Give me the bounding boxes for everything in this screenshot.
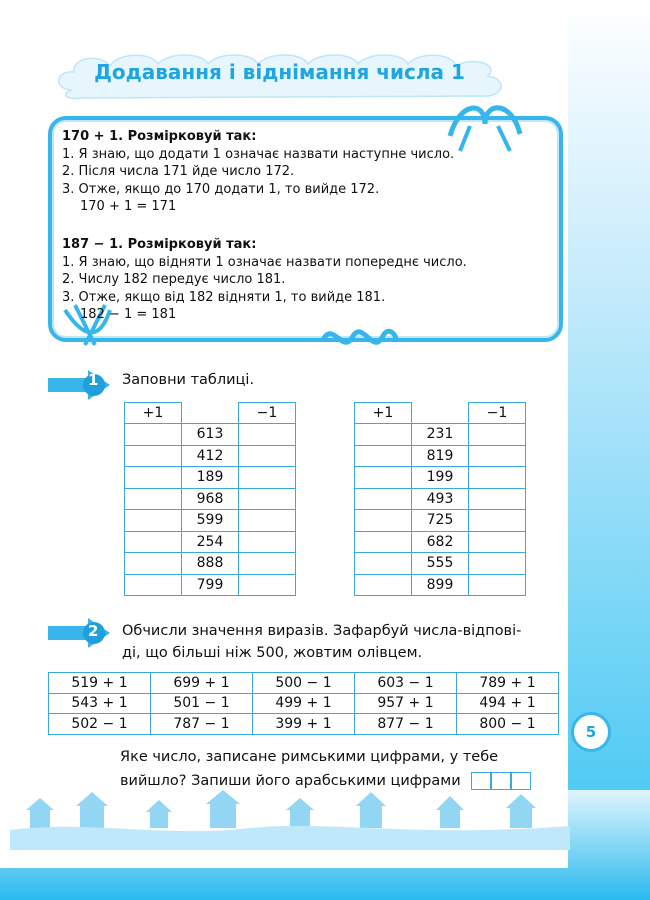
expression-cell[interactable]: 603 − 1 — [355, 673, 457, 694]
rule-heading: 187 − 1. Розмірковуй так: — [62, 237, 257, 252]
rule-line: 2. Числу 182 передує число 181. — [62, 272, 286, 287]
table-left — [124, 402, 296, 596]
expression-cell[interactable]: 501 − 1 — [151, 693, 253, 714]
answer-cell[interactable] — [125, 488, 182, 510]
plus-header: +1 — [355, 403, 412, 424]
number-cell: 799 — [182, 574, 239, 596]
number-cell: 254 — [182, 531, 239, 553]
answer-cell[interactable] — [469, 553, 526, 575]
number-cell: 725 — [412, 510, 469, 532]
expression-cell[interactable]: 787 − 1 — [151, 714, 253, 735]
expression-cell[interactable]: 494 + 1 — [457, 693, 559, 714]
answer-cell[interactable] — [239, 424, 296, 446]
answer-cell[interactable] — [239, 574, 296, 596]
expression-cell[interactable]: 789 + 1 — [457, 673, 559, 694]
plus-header: +1 — [125, 403, 182, 424]
answer-cell[interactable] — [355, 531, 412, 553]
minus-header: −1 — [239, 403, 296, 424]
answer-cell[interactable] — [469, 445, 526, 467]
expression-cell[interactable]: 800 − 1 — [457, 714, 559, 735]
rule-subtraction — [62, 236, 467, 324]
answer-cell[interactable] — [469, 510, 526, 532]
number-cell: 682 — [412, 531, 469, 553]
right-decor-band — [564, 0, 650, 900]
rule-line: 2. Після числа 171 йде число 172. — [62, 164, 295, 179]
answer-cell[interactable] — [239, 553, 296, 575]
number-cell: 613 — [182, 424, 239, 446]
expression-cell[interactable]: 500 − 1 — [253, 673, 355, 694]
number-cell: 199 — [412, 467, 469, 489]
answer-cell[interactable] — [355, 467, 412, 489]
task-text: Заповни таблиці. — [122, 372, 255, 388]
expressions-table — [48, 672, 559, 735]
number-cell: 555 — [412, 553, 469, 575]
task-number: 1 — [88, 371, 99, 389]
answer-cell[interactable] — [239, 531, 296, 553]
rule-line: 3. Отже, якщо до 170 додати 1, то вийде 172. — [62, 181, 380, 197]
question-line-text: вийшло? Запиши його арабськими цифрами — [120, 773, 461, 789]
answer-cell[interactable] — [239, 445, 296, 467]
number-cell: 493 — [412, 488, 469, 510]
rule-line: 1. Я знаю, що відняти 1 означає назвати попереднє число. — [62, 254, 467, 270]
rule-addition — [62, 128, 454, 216]
answer-cell[interactable] — [469, 574, 526, 596]
expression-cell[interactable]: 543 + 1 — [49, 693, 151, 714]
expression-cell[interactable]: 502 − 1 — [49, 714, 151, 735]
task-text — [122, 620, 572, 664]
number-cell: 231 — [412, 424, 469, 446]
rule-line: 3. Отже, якщо від 182 відняти 1, то вийде 181. — [62, 289, 386, 305]
task-text-line: ді, що більші ніж 500, жовтим олівцем. — [122, 645, 423, 661]
answer-cell[interactable] — [469, 531, 526, 553]
answer-cell[interactable] — [239, 488, 296, 510]
rule-equation: 170 + 1 = 171 — [80, 199, 177, 214]
number-cell: 968 — [182, 488, 239, 510]
expression-cell[interactable]: 399 + 1 — [253, 714, 355, 735]
expression-cell[interactable]: 519 + 1 — [49, 673, 151, 694]
number-cell: 819 — [412, 445, 469, 467]
task-number: 2 — [88, 622, 99, 640]
number-cell: 899 — [412, 574, 469, 596]
answer-cell[interactable] — [125, 531, 182, 553]
page-number: 5 — [571, 712, 611, 752]
answer-cell[interactable] — [125, 574, 182, 596]
answer-cell[interactable] — [355, 574, 412, 596]
answer-cell[interactable] — [355, 488, 412, 510]
rule-line: 1. Я знаю, що додати 1 означає назвати наступне число. — [62, 146, 455, 162]
minus-header: −1 — [469, 403, 526, 424]
rope-coil-icon — [318, 320, 398, 356]
answer-cell[interactable] — [355, 424, 412, 446]
answer-cell[interactable] — [355, 510, 412, 532]
village-illustration — [10, 780, 570, 850]
answer-cell[interactable] — [125, 445, 182, 467]
rule-heading: 170 + 1. Розмірковуй так: — [62, 129, 257, 144]
number-cell: 888 — [182, 553, 239, 575]
number-cell: 189 — [182, 467, 239, 489]
expression-cell[interactable]: 957 + 1 — [355, 693, 457, 714]
answer-cell[interactable] — [469, 424, 526, 446]
task-text-line: Обчисли значення виразів. Зафарбуй числа-відпові- — [122, 623, 522, 639]
answer-cell[interactable] — [239, 467, 296, 489]
number-cell: 412 — [182, 445, 239, 467]
rule-equation: 182 − 1 = 181 — [80, 307, 177, 322]
page-title: Додавання і віднімання числа 1 — [94, 60, 465, 84]
expression-cell[interactable]: 877 − 1 — [355, 714, 457, 735]
answer-cell[interactable] — [125, 553, 182, 575]
number-cell: 599 — [182, 510, 239, 532]
table-right — [354, 402, 526, 596]
answer-cell[interactable] — [125, 510, 182, 532]
task-arrow-icon — [46, 368, 112, 402]
expression-cell[interactable]: 699 + 1 — [151, 673, 253, 694]
answer-cell[interactable] — [239, 510, 296, 532]
expression-cell[interactable]: 499 + 1 — [253, 693, 355, 714]
answer-cell[interactable] — [355, 553, 412, 575]
task-arrow-icon — [46, 616, 112, 650]
answer-cell[interactable] — [125, 424, 182, 446]
answer-cell[interactable] — [355, 445, 412, 467]
answer-cell[interactable] — [125, 467, 182, 489]
question-line: Яке число, записане римськими цифрами, у тебе — [120, 749, 499, 765]
answer-cell[interactable] — [469, 488, 526, 510]
answer-cell[interactable] — [469, 467, 526, 489]
